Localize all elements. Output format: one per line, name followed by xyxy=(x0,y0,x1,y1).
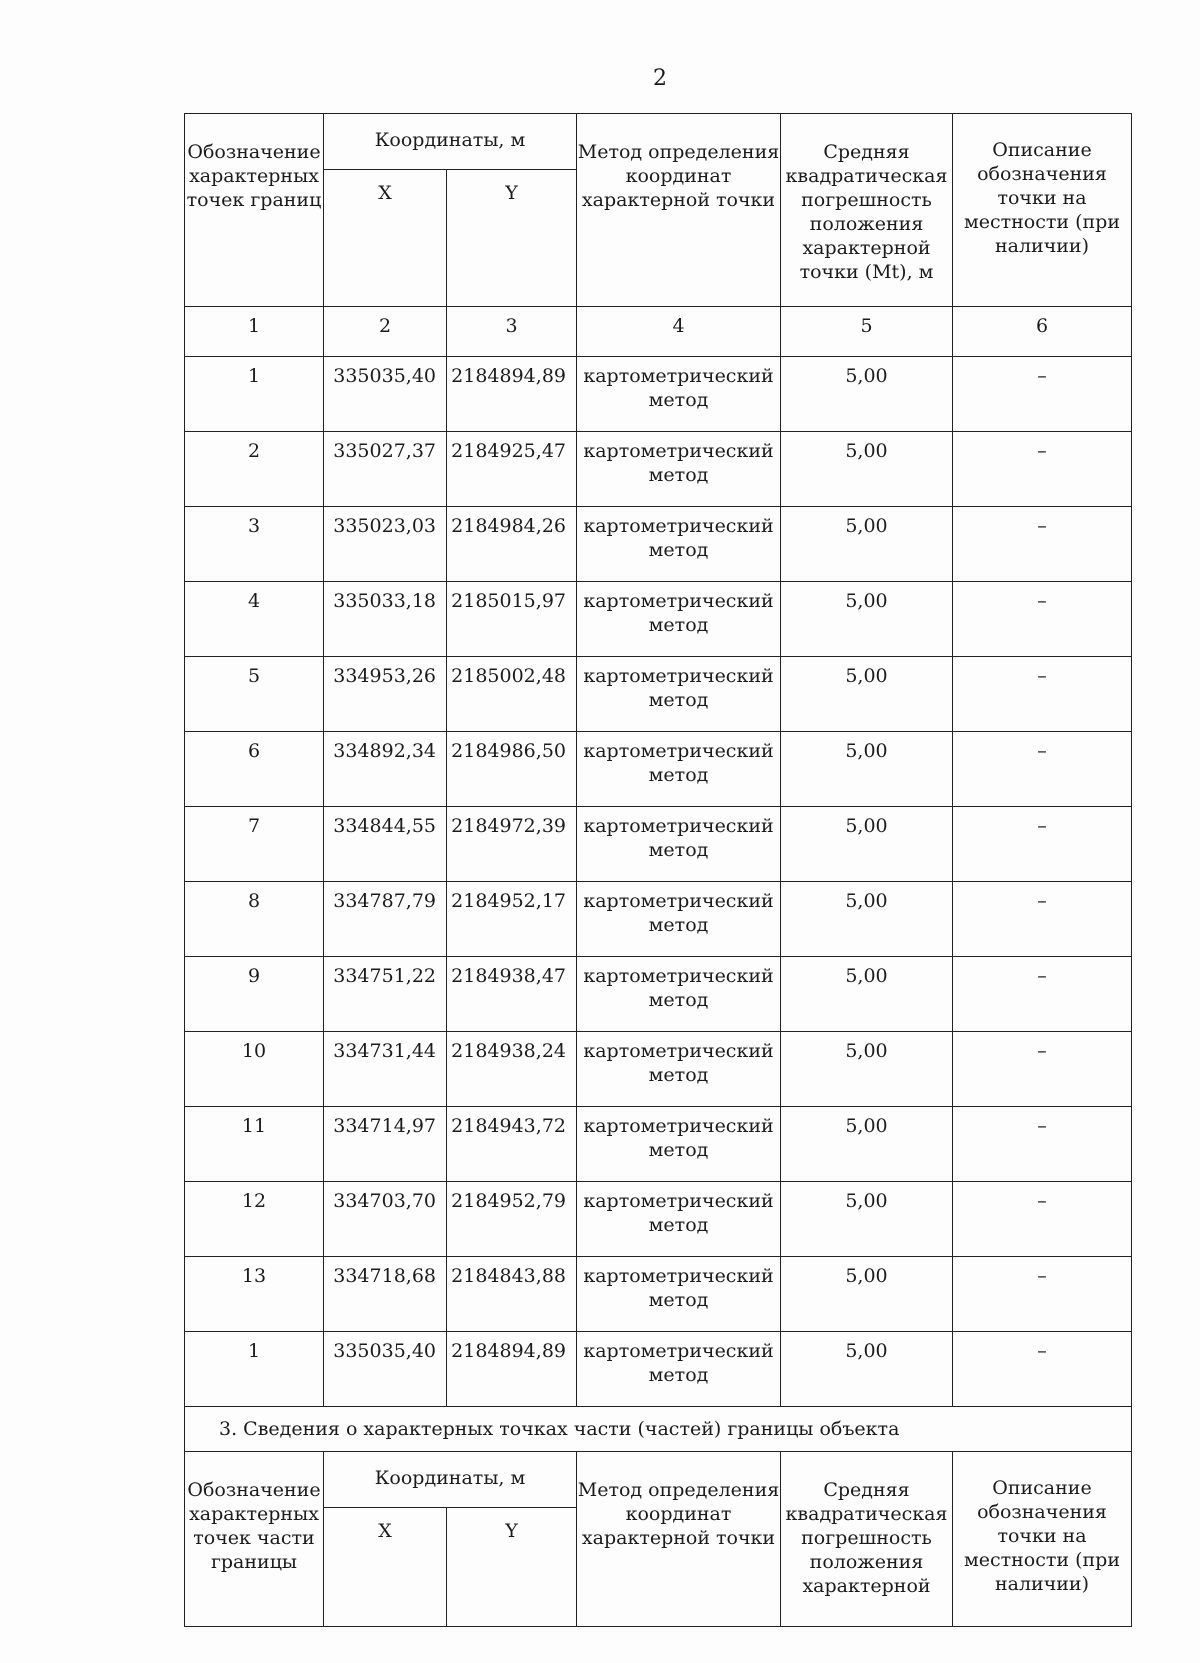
y-coordinate-cell: 2185002,48 xyxy=(447,657,577,732)
y-coordinate-cell: 2184894,89 xyxy=(447,357,577,432)
x-coordinate-cell: 334844,55 xyxy=(324,807,447,882)
error-cell: 5,00 xyxy=(781,957,953,1032)
x-coordinate-cell: 334703,70 xyxy=(324,1182,447,1257)
method-cell: картометрический метод xyxy=(577,1257,781,1332)
table-row xyxy=(185,1182,1132,1257)
description-cell: – xyxy=(953,882,1132,957)
header-method: Метод определения координат характерной точки xyxy=(577,114,781,307)
point-cell: 10 xyxy=(185,1032,324,1107)
table-row xyxy=(185,882,1132,957)
error-cell: 5,00 xyxy=(781,807,953,882)
table-row xyxy=(185,1107,1132,1182)
y-coordinate-cell: 2184952,79 xyxy=(447,1182,577,1257)
method-cell: картометрический метод xyxy=(577,882,781,957)
method-cell: картометрический метод xyxy=(577,507,781,582)
header-x: X xyxy=(324,169,447,306)
column-number-4: 4 xyxy=(577,307,781,357)
table-row xyxy=(185,1332,1132,1407)
description-cell: – xyxy=(953,1182,1132,1257)
point-cell: 1 xyxy=(185,1332,324,1407)
error-cell: 5,00 xyxy=(781,1257,953,1332)
description-cell: – xyxy=(953,1032,1132,1107)
point-cell: 3 xyxy=(185,507,324,582)
point-cell: 8 xyxy=(185,882,324,957)
x-coordinate-cell: 334714,97 xyxy=(324,1107,447,1182)
description-cell: – xyxy=(953,957,1132,1032)
x-coordinate-cell: 335027,37 xyxy=(324,432,447,507)
header2-y: Y xyxy=(447,1508,577,1627)
method-cell: картометрический метод xyxy=(577,432,781,507)
description-cell: – xyxy=(953,1257,1132,1332)
column-number-1: 1 xyxy=(185,307,324,357)
error-cell: 5,00 xyxy=(781,582,953,657)
error-cell: 5,00 xyxy=(781,1332,953,1407)
description-cell: – xyxy=(953,807,1132,882)
error-cell: 5,00 xyxy=(781,432,953,507)
description-cell: – xyxy=(953,432,1132,507)
boundary-points-table xyxy=(184,113,1132,1627)
point-cell: 5 xyxy=(185,657,324,732)
method-cell: картометрический метод xyxy=(577,807,781,882)
x-coordinate-cell: 334731,44 xyxy=(324,1032,447,1107)
y-coordinate-cell: 2184894,89 xyxy=(447,1332,577,1407)
error-cell: 5,00 xyxy=(781,507,953,582)
y-coordinate-cell: 2184986,50 xyxy=(447,732,577,807)
point-cell: 6 xyxy=(185,732,324,807)
table-row xyxy=(185,807,1132,882)
x-coordinate-cell: 334953,26 xyxy=(324,657,447,732)
error-cell: 5,00 xyxy=(781,1182,953,1257)
y-coordinate-cell: 2184943,72 xyxy=(447,1107,577,1182)
table-row xyxy=(185,957,1132,1032)
header-error: Средняя квадратическая погрешность положения характерной точки (Mt), м xyxy=(781,114,953,307)
description-cell: – xyxy=(953,1332,1132,1407)
error-cell: 5,00 xyxy=(781,732,953,807)
y-coordinate-cell: 2184938,47 xyxy=(447,957,577,1032)
method-cell: картометрический метод xyxy=(577,357,781,432)
method-cell: картометрический метод xyxy=(577,1107,781,1182)
method-cell: картометрический метод xyxy=(577,657,781,732)
description-cell: – xyxy=(953,507,1132,582)
y-coordinate-cell: 2184984,26 xyxy=(447,507,577,582)
table-row xyxy=(185,657,1132,732)
section-3-title: 3. Сведения о характерных точках части (частей) границы объекта xyxy=(185,1407,1132,1452)
point-cell: 4 xyxy=(185,582,324,657)
header2-x: X xyxy=(324,1508,447,1627)
y-coordinate-cell: 2184952,17 xyxy=(447,882,577,957)
x-coordinate-cell: 334787,79 xyxy=(324,882,447,957)
point-cell: 1 xyxy=(185,357,324,432)
column-number-5: 5 xyxy=(781,307,953,357)
x-coordinate-cell: 334718,68 xyxy=(324,1257,447,1332)
description-cell: – xyxy=(953,657,1132,732)
table-row xyxy=(185,1032,1132,1107)
error-cell: 5,00 xyxy=(781,1107,953,1182)
table-row xyxy=(185,507,1132,582)
column-number-2: 2 xyxy=(324,307,447,357)
point-cell: 2 xyxy=(185,432,324,507)
error-cell: 5,00 xyxy=(781,657,953,732)
table-row xyxy=(185,432,1132,507)
description-cell: – xyxy=(953,357,1132,432)
y-coordinate-cell: 2184843,88 xyxy=(447,1257,577,1332)
header2-description: Описание обозначения точки на местности (при наличии) xyxy=(953,1452,1132,1627)
table-row xyxy=(185,357,1132,432)
method-cell: картометрический метод xyxy=(577,957,781,1032)
page-number: 2 xyxy=(653,66,667,91)
x-coordinate-cell: 335033,18 xyxy=(324,582,447,657)
column-number-6: 6 xyxy=(953,307,1132,357)
method-cell: картометрический метод xyxy=(577,732,781,807)
header-y: Y xyxy=(447,169,577,306)
table-row xyxy=(185,732,1132,807)
table-row xyxy=(185,582,1132,657)
x-coordinate-cell: 334751,22 xyxy=(324,957,447,1032)
y-coordinate-cell: 2185015,97 xyxy=(447,582,577,657)
header2-method: Метод определения координат характерной точки xyxy=(577,1452,781,1627)
header2-error: Средняя квадратическая погрешность положения характерной xyxy=(781,1452,953,1627)
header2-designation: Обозначение характерных точек части границы xyxy=(185,1452,324,1627)
point-cell: 7 xyxy=(185,807,324,882)
error-cell: 5,00 xyxy=(781,882,953,957)
method-cell: картометрический метод xyxy=(577,1332,781,1407)
x-coordinate-cell: 335035,40 xyxy=(324,357,447,432)
method-cell: картометрический метод xyxy=(577,582,781,657)
header-description: Описание обозначения точки на местности (при наличии) xyxy=(953,114,1132,307)
description-cell: – xyxy=(953,732,1132,807)
method-cell: картометрический метод xyxy=(577,1032,781,1107)
error-cell: 5,00 xyxy=(781,1032,953,1107)
header-coordinates: Координаты, м xyxy=(324,114,577,170)
x-coordinate-cell: 335023,03 xyxy=(324,507,447,582)
x-coordinate-cell: 335035,40 xyxy=(324,1332,447,1407)
point-cell: 13 xyxy=(185,1257,324,1332)
y-coordinate-cell: 2184972,39 xyxy=(447,807,577,882)
y-coordinate-cell: 2184938,24 xyxy=(447,1032,577,1107)
table-row xyxy=(185,1257,1132,1332)
description-cell: – xyxy=(953,1107,1132,1182)
x-coordinate-cell: 334892,34 xyxy=(324,732,447,807)
error-cell: 5,00 xyxy=(781,357,953,432)
column-number-3: 3 xyxy=(447,307,577,357)
y-coordinate-cell: 2184925,47 xyxy=(447,432,577,507)
point-cell: 9 xyxy=(185,957,324,1032)
method-cell: картометрический метод xyxy=(577,1182,781,1257)
point-cell: 11 xyxy=(185,1107,324,1182)
header2-coordinates: Координаты, м xyxy=(324,1452,577,1508)
header-designation: Обозначение характерных точек границ xyxy=(185,114,324,307)
description-cell: – xyxy=(953,582,1132,657)
point-cell: 12 xyxy=(185,1182,324,1257)
